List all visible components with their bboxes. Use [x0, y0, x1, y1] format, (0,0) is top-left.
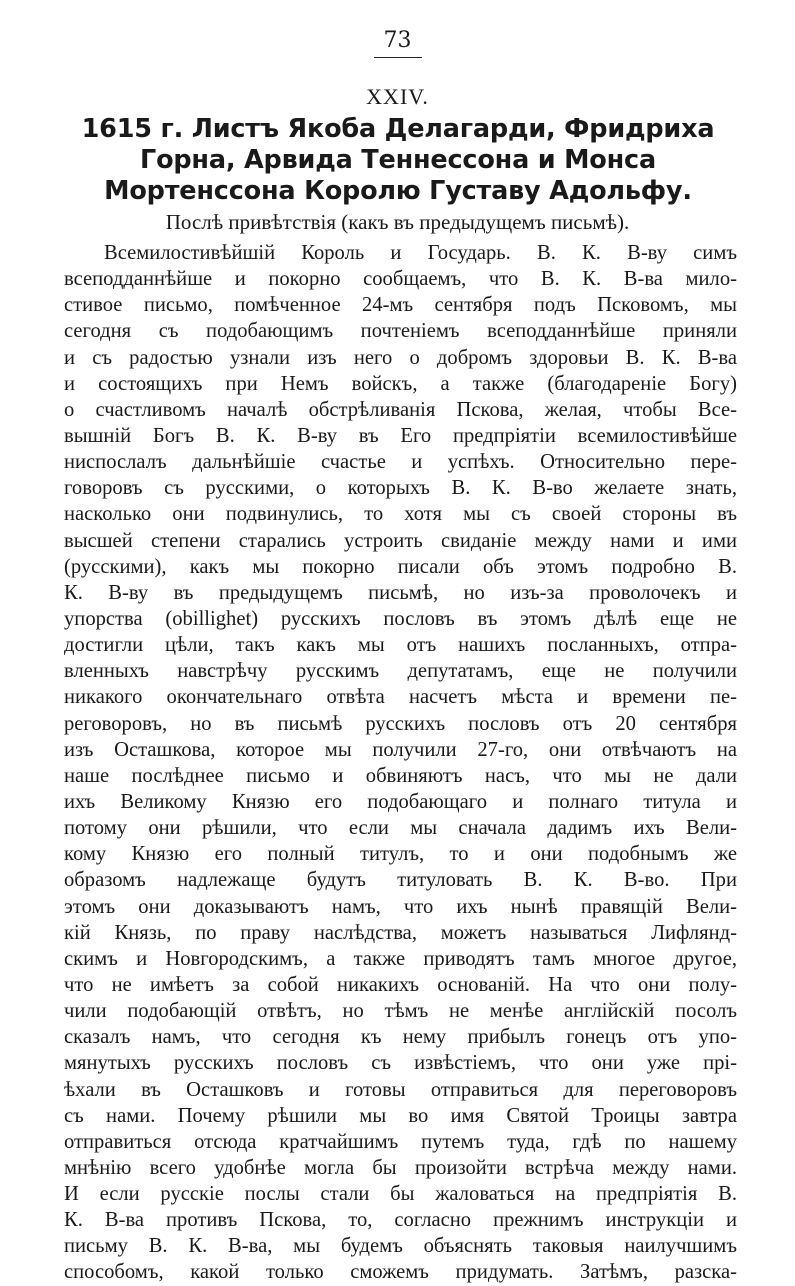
body-line: достигли цѣли, такъ какъ мы отъ нашихъ посланныхъ, отпра-	[64, 634, 737, 657]
body-line: К. В-ву въ предыдущемъ письмѣ, но изъ-за проволочекъ и	[64, 581, 737, 604]
page-number-text: 73	[374, 28, 422, 58]
body-line: сегодня съ подобающимъ почтеніемъ всеподданнѣйше приняли	[64, 320, 737, 343]
body-line: кій Князь, по праву наслѣдства, можетъ называться Лифлянд-	[64, 921, 737, 944]
body-line: о счастливомъ началѣ обстрѣливанія Пскова, желая, чтобы Все-	[64, 398, 737, 421]
body-line: наше послѣднее письмо и обвиняютъ насъ, что мы не дали	[64, 764, 737, 787]
body-line: образомъ надлежаще будутъ титуловать В. К. В-во. При	[64, 869, 737, 892]
body-line: ихъ Великому Князю его подобающаго и полнаго титула и	[64, 790, 737, 813]
body-line: вышній Богъ В. К. В-ву въ Его предпріятіи всемилостивѣйше	[64, 424, 737, 447]
document-number: XXIV.	[366, 84, 429, 109]
body-line: вленныхъ навстрѣчу русскимъ депутатамъ, еще не получили	[64, 660, 737, 683]
body-line: скимъ и Новгородскимъ, а также приводятъ тамъ многое другое,	[64, 947, 737, 970]
body-line: всеподданнѣйше и покорно сообщаемъ, что В. К. В-ва мило-	[64, 268, 737, 291]
body-line: и съ радостью узнали изъ него о добромъ здоровьи В. К. В-ва	[64, 346, 737, 369]
body-line: чили подобающій отвѣтъ, но тѣмъ не менѣе англійскій посолъ	[64, 1000, 737, 1023]
body-line: и состоящихъ при Немъ войскъ, а также (благодареніе Богу)	[64, 372, 737, 395]
salutation: Послѣ привѣтствія (какъ въ предыдущемъ письмѣ).	[165, 210, 630, 234]
page-number	[0, 28, 795, 58]
body-line: реговоровъ, но въ письмѣ русскихъ пословъ отъ 20 сентября	[64, 712, 737, 735]
body-line: что не имѣетъ за собой никакихъ основаній. На что они полу-	[64, 973, 737, 996]
body-line: насколько они подвинулись, то хотя мы съ своей стороны въ	[64, 503, 737, 526]
body-line: мнѣнію всего удобнѣе могла бы произойти встрѣча между нами.	[64, 1156, 737, 1179]
body-line: высшей степени старались устроить свиданіе между нами и ими	[64, 529, 737, 552]
body-line: стивое письмо, помѣченное 24-мъ сентября подъ Псковомъ, мы	[64, 294, 737, 317]
body-line: съ нами. Почему рѣшили мы во имя Святой Троицы завтра	[64, 1104, 737, 1127]
body-line: способомъ, какой только сможемъ придумать. Затѣмъ, разска-	[64, 1261, 737, 1284]
body-line: мянутыхъ русскихъ пословъ съ извѣстіемъ, что они уже прі-	[64, 1052, 737, 1075]
body-line: упорства (obillighet) русскихъ пословъ въ этомъ дѣлѣ еще не	[64, 607, 737, 630]
body-line: Всемилостивѣйшій Король и Государь. В. К. В-ву симъ	[104, 242, 737, 264]
body-line: (русскими), какъ мы покорно писали объ этомъ подробно В.	[64, 555, 737, 578]
body-line: потому они рѣшили, что если мы сначала дадимъ ихъ Вели-	[64, 817, 737, 840]
body-line: говоровъ съ русскими, о которыхъ В. К. В-во желаете знать,	[64, 477, 737, 500]
body-line: этомъ они доказываютъ намъ, что ихъ нынѣ правящій Вели-	[64, 895, 737, 918]
body-line: И если русскіе послы стали бы жаловаться на предпріятія В.	[64, 1183, 737, 1206]
body-line: ѣхали въ Осташковъ и готовы отправиться для переговоровъ	[64, 1078, 737, 1101]
body-line: отправиться отсюда кратчайшимъ путемъ туда, гдѣ по нашему	[64, 1130, 737, 1153]
body-line: изъ Осташкова, которое мы получили 27-го, они отвѣчаютъ на	[64, 738, 737, 761]
body-line: никакого окончательнаго отвѣта насчетъ мѣста и времени пе-	[64, 686, 737, 709]
letter-body	[64, 240, 737, 1286]
document-title: 1615 г. Листъ Якоба Делагарди, Фридриха Горна, Арвида Теннессона и Монса Мортенссона Королю Густаву Адольфу.	[81, 114, 715, 206]
body-line: К. В-ва противъ Пскова, то, согласно прежнимъ инструкціи и	[64, 1209, 737, 1232]
body-line: сказалъ намъ, что сегодня къ нему прибылъ гонецъ отъ упо-	[64, 1026, 737, 1049]
body-line: письму В. К. В-ва, мы будемъ объяснять таковыя наилучшимъ	[64, 1235, 737, 1258]
body-line: ниспослалъ дальнѣйшіе счастье и успѣхъ. Относительно пере-	[64, 451, 737, 474]
body-line: кому Князю его полный титулъ, то и они подобнымъ же	[64, 843, 737, 866]
